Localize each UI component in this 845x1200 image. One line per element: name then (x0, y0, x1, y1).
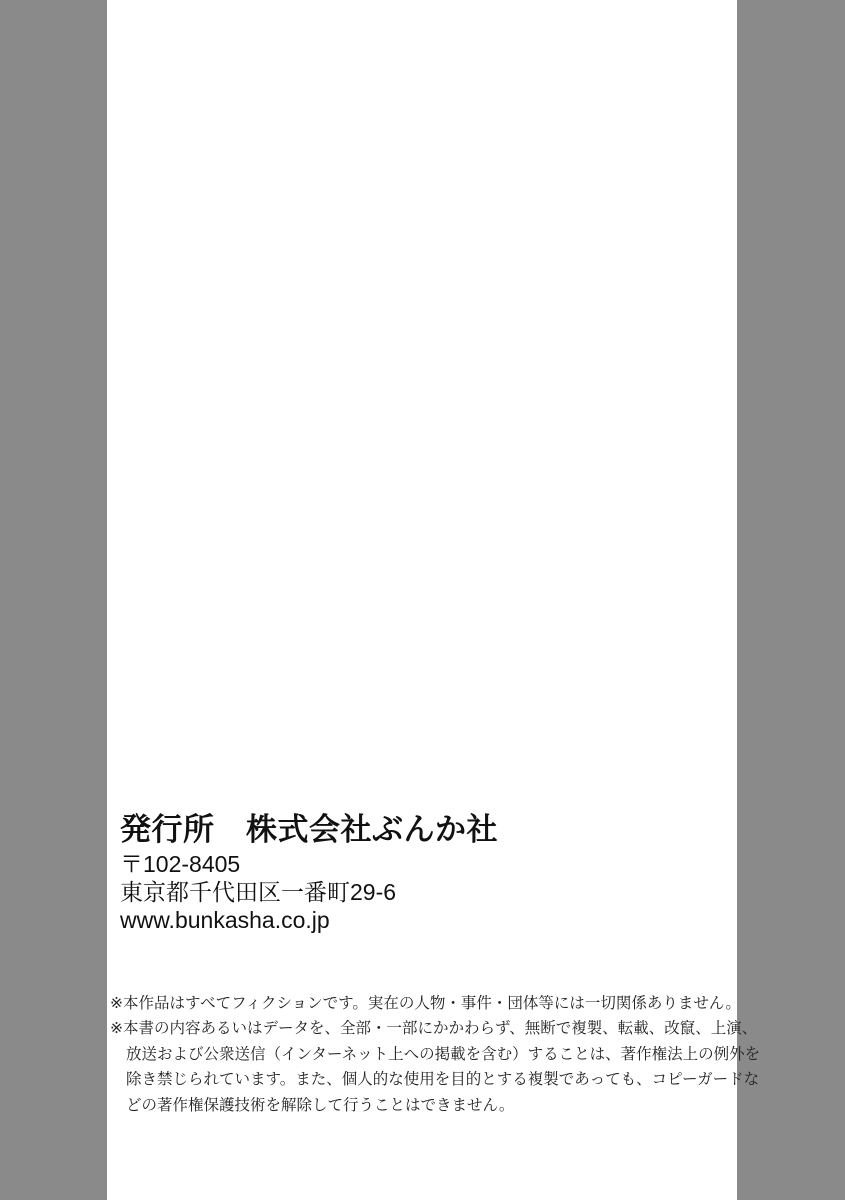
disclaimer-line: 除き禁じられています。また、個人的な使用を目的とする複製であっても、コピーガードな (126, 1071, 760, 1089)
book-colophon-page (107, 0, 761, 1200)
disclaimer-line: ※本作品はすべてフィクションです。実在の人物・事件・団体等には一切関係ありません。 (110, 995, 741, 1012)
publisher-website-url: www.bunkasha.co.jp (120, 907, 330, 933)
publisher-address: 東京都千代田区一番町29-6 (120, 879, 397, 905)
disclaimer-line: ※本書の内容あるいはデータを、全部・一部にかかわらず、無断で複製、転載、改竄、上演、 (110, 1020, 758, 1038)
disclaimer-line: 放送および公衆送信（インターネット上への掲載を含む）することは、著作権法上の例外を (126, 1045, 761, 1063)
publisher-name-line: 発行所 株式会社ぶんか社 (120, 812, 498, 847)
publisher-block (120, 810, 498, 934)
postal-code: 〒102-8405 (120, 851, 241, 877)
copyright-disclaimer-block (110, 991, 761, 1118)
disclaimer-line: どの著作権保護技術を解除して行うことはできません。 (126, 1096, 515, 1114)
